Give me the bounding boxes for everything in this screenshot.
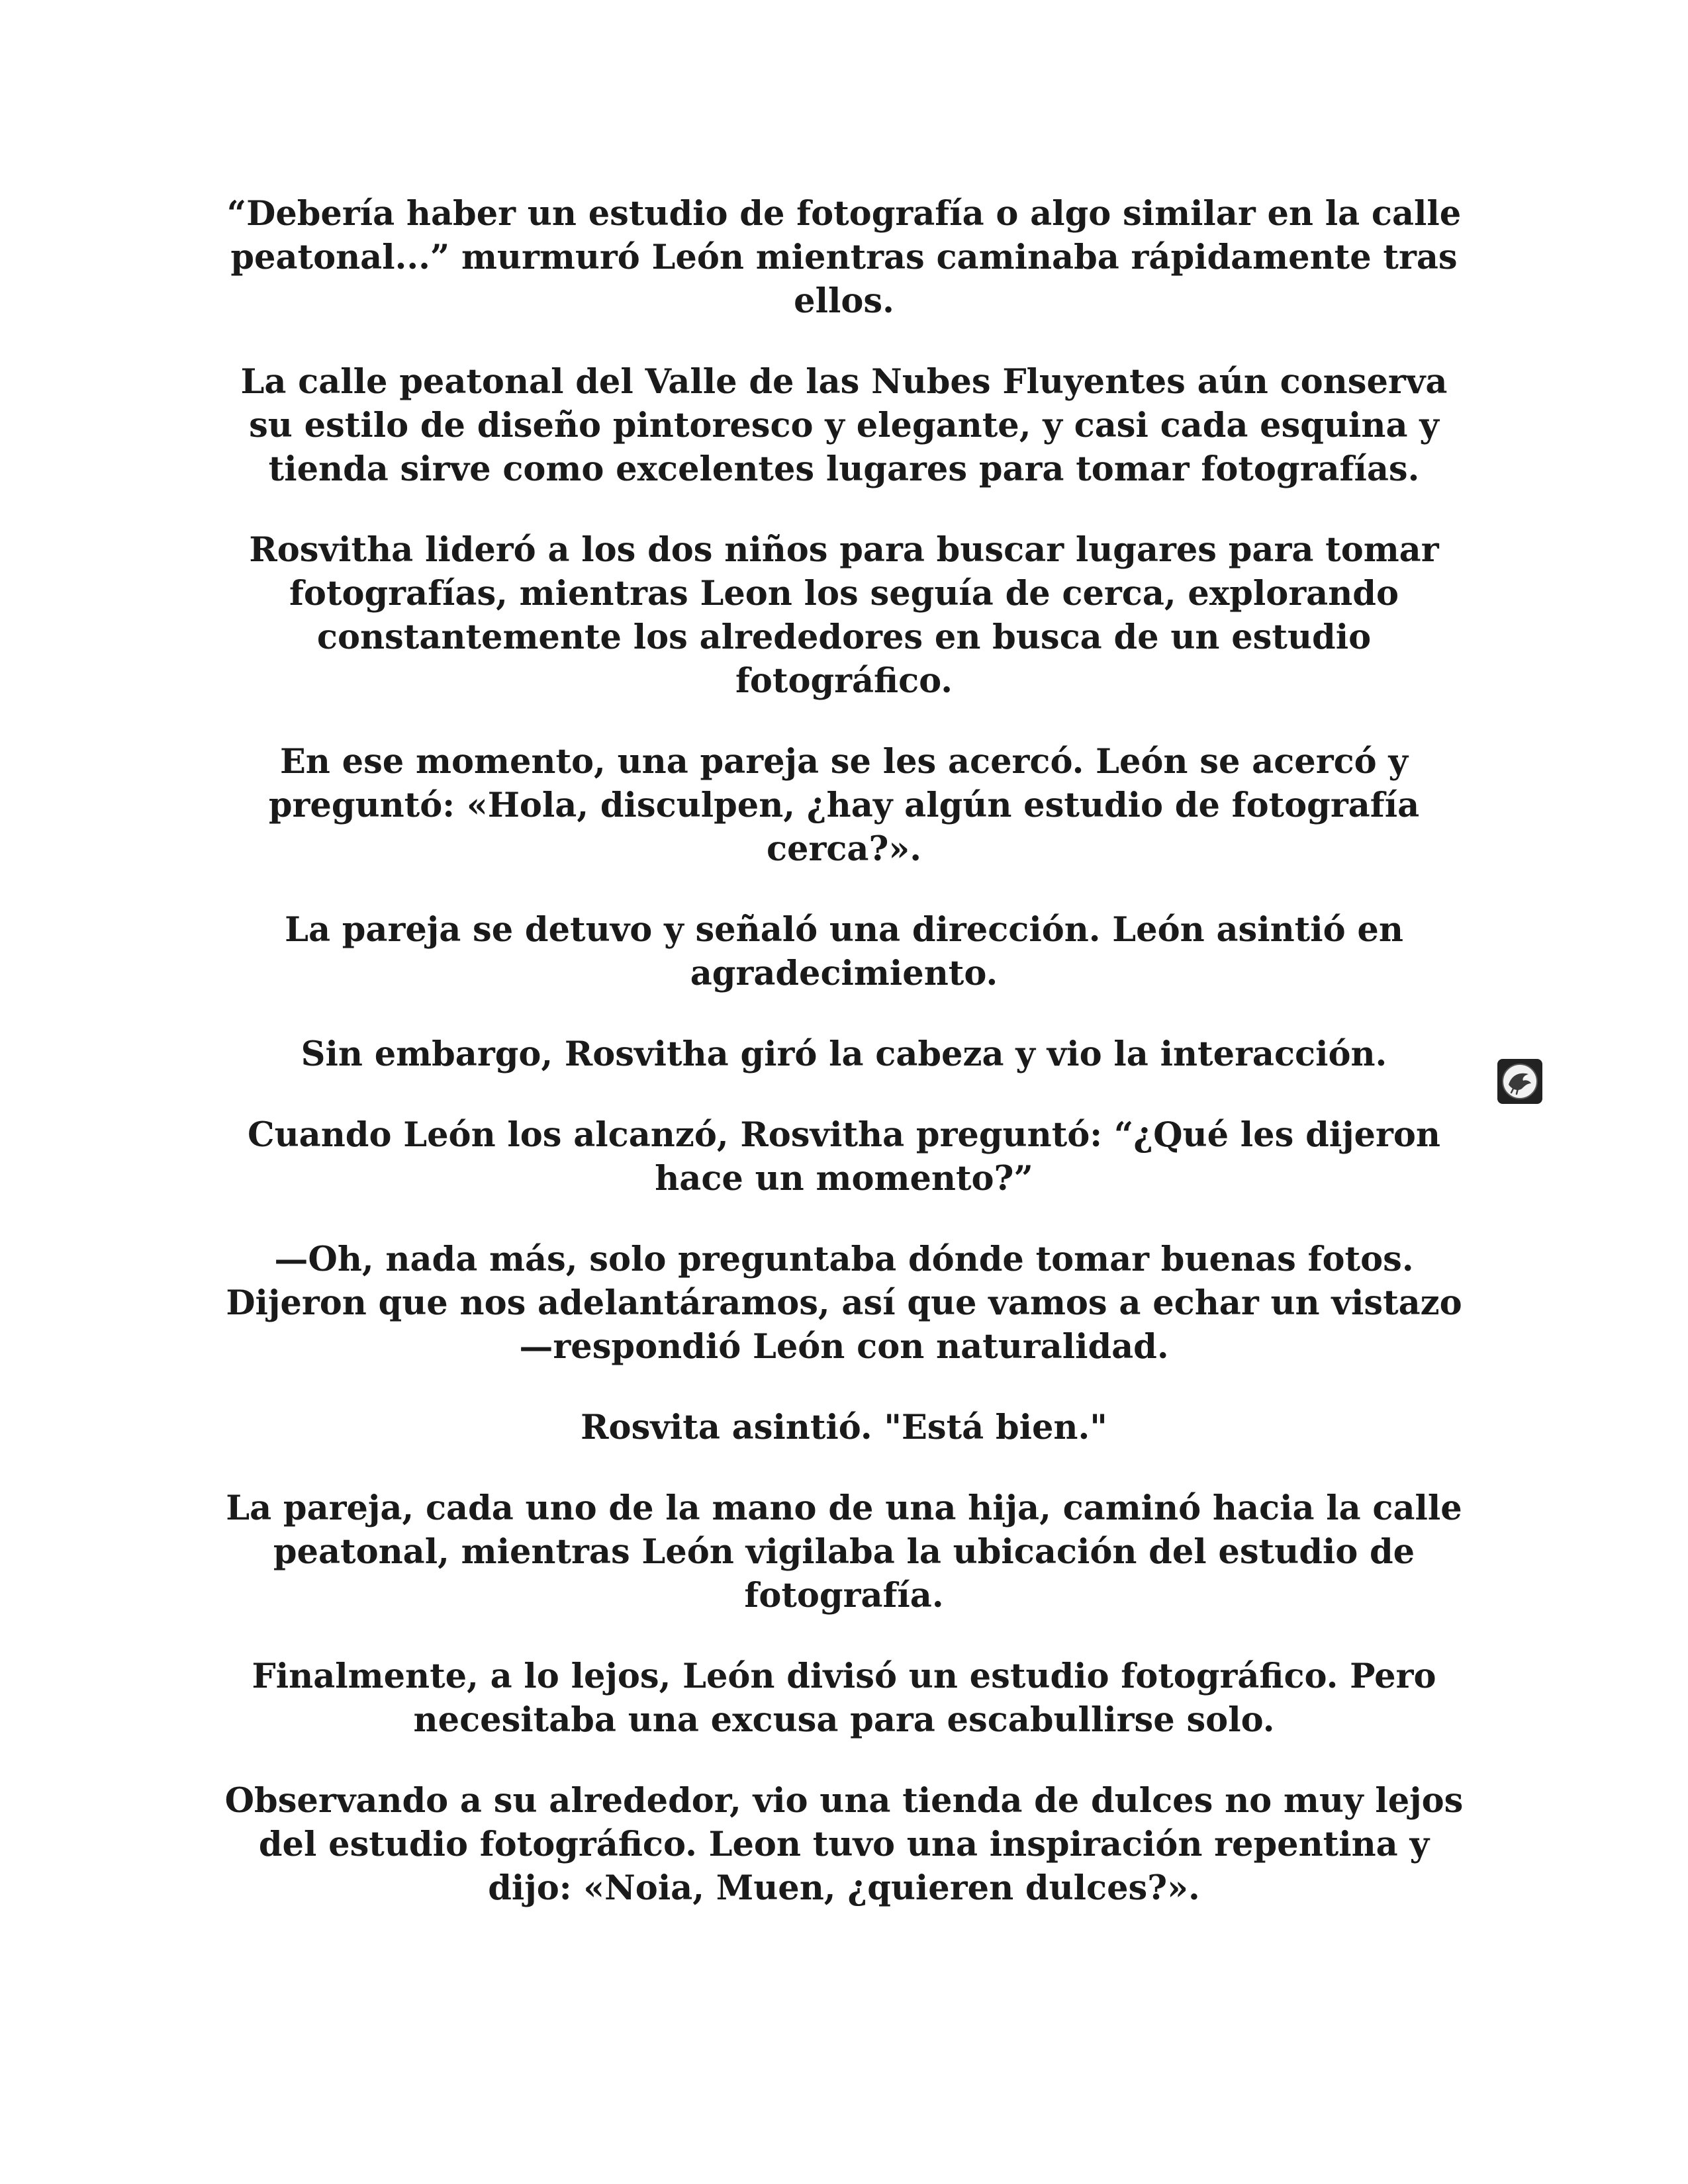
document-body [218,192,1470,1947]
paragraph: Sin embargo, Rosvitha giró la cabeza y vio la interacción. [301,1034,1387,1074]
dragon-emblem-icon [1497,1059,1542,1104]
paragraph: Rosvita asintió. "Está bien." [581,1408,1107,1447]
paragraph: —Oh, nada más, solo preguntaba dónde tomar buenas fotos. Dijeron que nos adelantáramos, así que vamos a echar un vistazo —respondió León con naturalidad. [226,1240,1462,1367]
paragraph: Finalmente, a lo lejos, León divisó un estudio fotográfico. Pero necesitaba una excusa para escabullirse solo. [252,1657,1436,1740]
paragraph: La calle peatonal del Valle de las Nubes Fluyentes aún conserva su estilo de diseño pintoresco y elegante, y casi cada esquina y tienda sirve como excelentes lugares para tomar fotografías. [240,362,1448,489]
paragraph: Rosvitha lideró a los dos niños para buscar lugares para tomar fotografías, mientras Leon los seguía de cerca, explorando constantemente los alrededores en busca de un estudio fotográfico. [249,530,1439,701]
paragraph: En ese momento, una pareja se les acercó. León se acercó y preguntó: «Hola, disculpen, ¿hay algún estudio de fotografía cerca?». [268,742,1420,869]
paragraph: La pareja se detuvo y señaló una dirección. León asintió en agradecimiento. [285,910,1403,993]
paragraph: “Debería haber un estudio de fotografía o algo similar en la calle peatonal...” murmuró León mientras caminaba rápidamente tras ellos. [226,194,1462,321]
paragraph: Cuando León los alcanzó, Rosvitha preguntó: “¿Qué les dijeron hace un momento?” [248,1115,1440,1199]
paragraph: Observando a su alrededor, vio una tienda de dulces no muy lejos del estudio fotográfico. Leon tuvo una inspiración repentina y dijo: «Noia, Muen, ¿quieren dulces?». [224,1781,1464,1908]
paragraph: La pareja, cada uno de la mano de una hija, caminó hacia la calle peatonal, mientras León vigilaba la ubicación del estudio de fotografía. [226,1488,1462,1615]
